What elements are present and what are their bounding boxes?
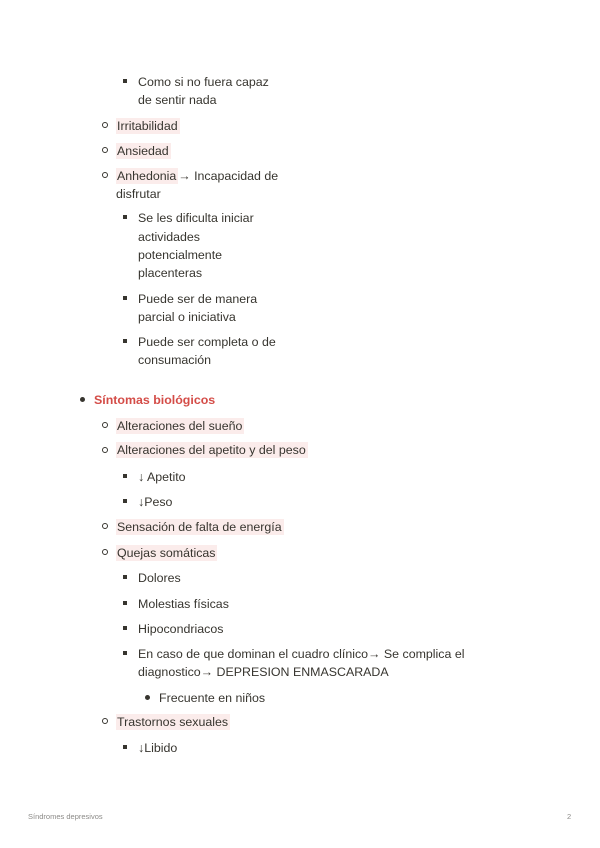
list-item [116,417,244,435]
square-bullet-icon [123,474,127,478]
circle-bullet-icon [102,422,108,428]
list-item [116,441,308,459]
list-item: Se les dificulta iniciar [138,211,254,225]
list-item [116,117,180,135]
highlighted-text: Alteraciones del sueño [117,419,243,433]
list-item: Frecuente en niños [159,691,266,705]
list-item: ↓Libido [138,741,178,755]
square-bullet-icon [123,601,127,605]
disc-bullet-icon [145,695,150,700]
square-bullet-icon [123,215,127,219]
page-number: 2 [567,812,572,821]
list-item-continued: de sentir nada [138,93,217,107]
list-item: ↓ Apetito [138,470,186,484]
list-item-continued: consumación [138,353,212,367]
square-bullet-icon [123,499,127,503]
list-item: Como si no fuera capaz [138,75,269,89]
circle-bullet-icon [102,549,108,555]
list-item-continued: diagnostico→ DEPRESION ENMASCARADA [138,665,389,679]
list-item [116,518,284,536]
highlighted-text: Quejas somáticas [117,546,216,560]
footer-title: Síndromes depresivos [28,812,103,821]
list-item [116,544,217,562]
circle-bullet-icon [102,447,108,453]
list-item-continued: parcial o iniciativa [138,310,236,324]
square-bullet-icon [123,745,127,749]
list-item: Molestias físicas [138,597,229,611]
disc-bullet-icon [80,397,85,402]
circle-bullet-icon [102,718,108,724]
list-item-continued: potencialmente [138,248,223,262]
list-item: ↓Peso [138,495,173,509]
highlighted-text: Irritabilidad [117,119,178,133]
square-bullet-icon [123,296,127,300]
square-bullet-icon [123,79,127,83]
circle-bullet-icon [102,122,108,128]
list-item: Dolores [138,571,181,585]
highlighted-text: Sensación de falta de energía [117,520,282,534]
highlighted-text: Alteraciones del apetito y del peso [117,443,306,457]
list-item: En caso de que dominan el cuadro clínico→ Se complica el [138,647,465,661]
list-item-continued: disfrutar [116,187,161,201]
highlighted-text: Ansiedad [117,144,169,158]
circle-bullet-icon [102,523,108,529]
list-item [116,167,278,185]
list-item-text: → Incapacidad de [178,169,279,183]
list-item [116,713,230,731]
circle-bullet-icon [102,172,108,178]
list-item: Hipocondriacos [138,622,224,636]
circle-bullet-icon [102,147,108,153]
list-item: Puede ser de manera [138,292,258,306]
section-heading: Síntomas biológicos [94,393,216,407]
square-bullet-icon [123,339,127,343]
list-item-continued: actividades [138,230,200,244]
list-item [116,142,171,160]
highlighted-text: Anhedonia [117,169,177,183]
highlighted-text: Trastornos sexuales [117,715,229,729]
square-bullet-icon [123,651,127,655]
list-item-continued: placenteras [138,266,203,280]
square-bullet-icon [123,626,127,630]
square-bullet-icon [123,575,127,579]
list-item: Puede ser completa o de [138,335,276,349]
